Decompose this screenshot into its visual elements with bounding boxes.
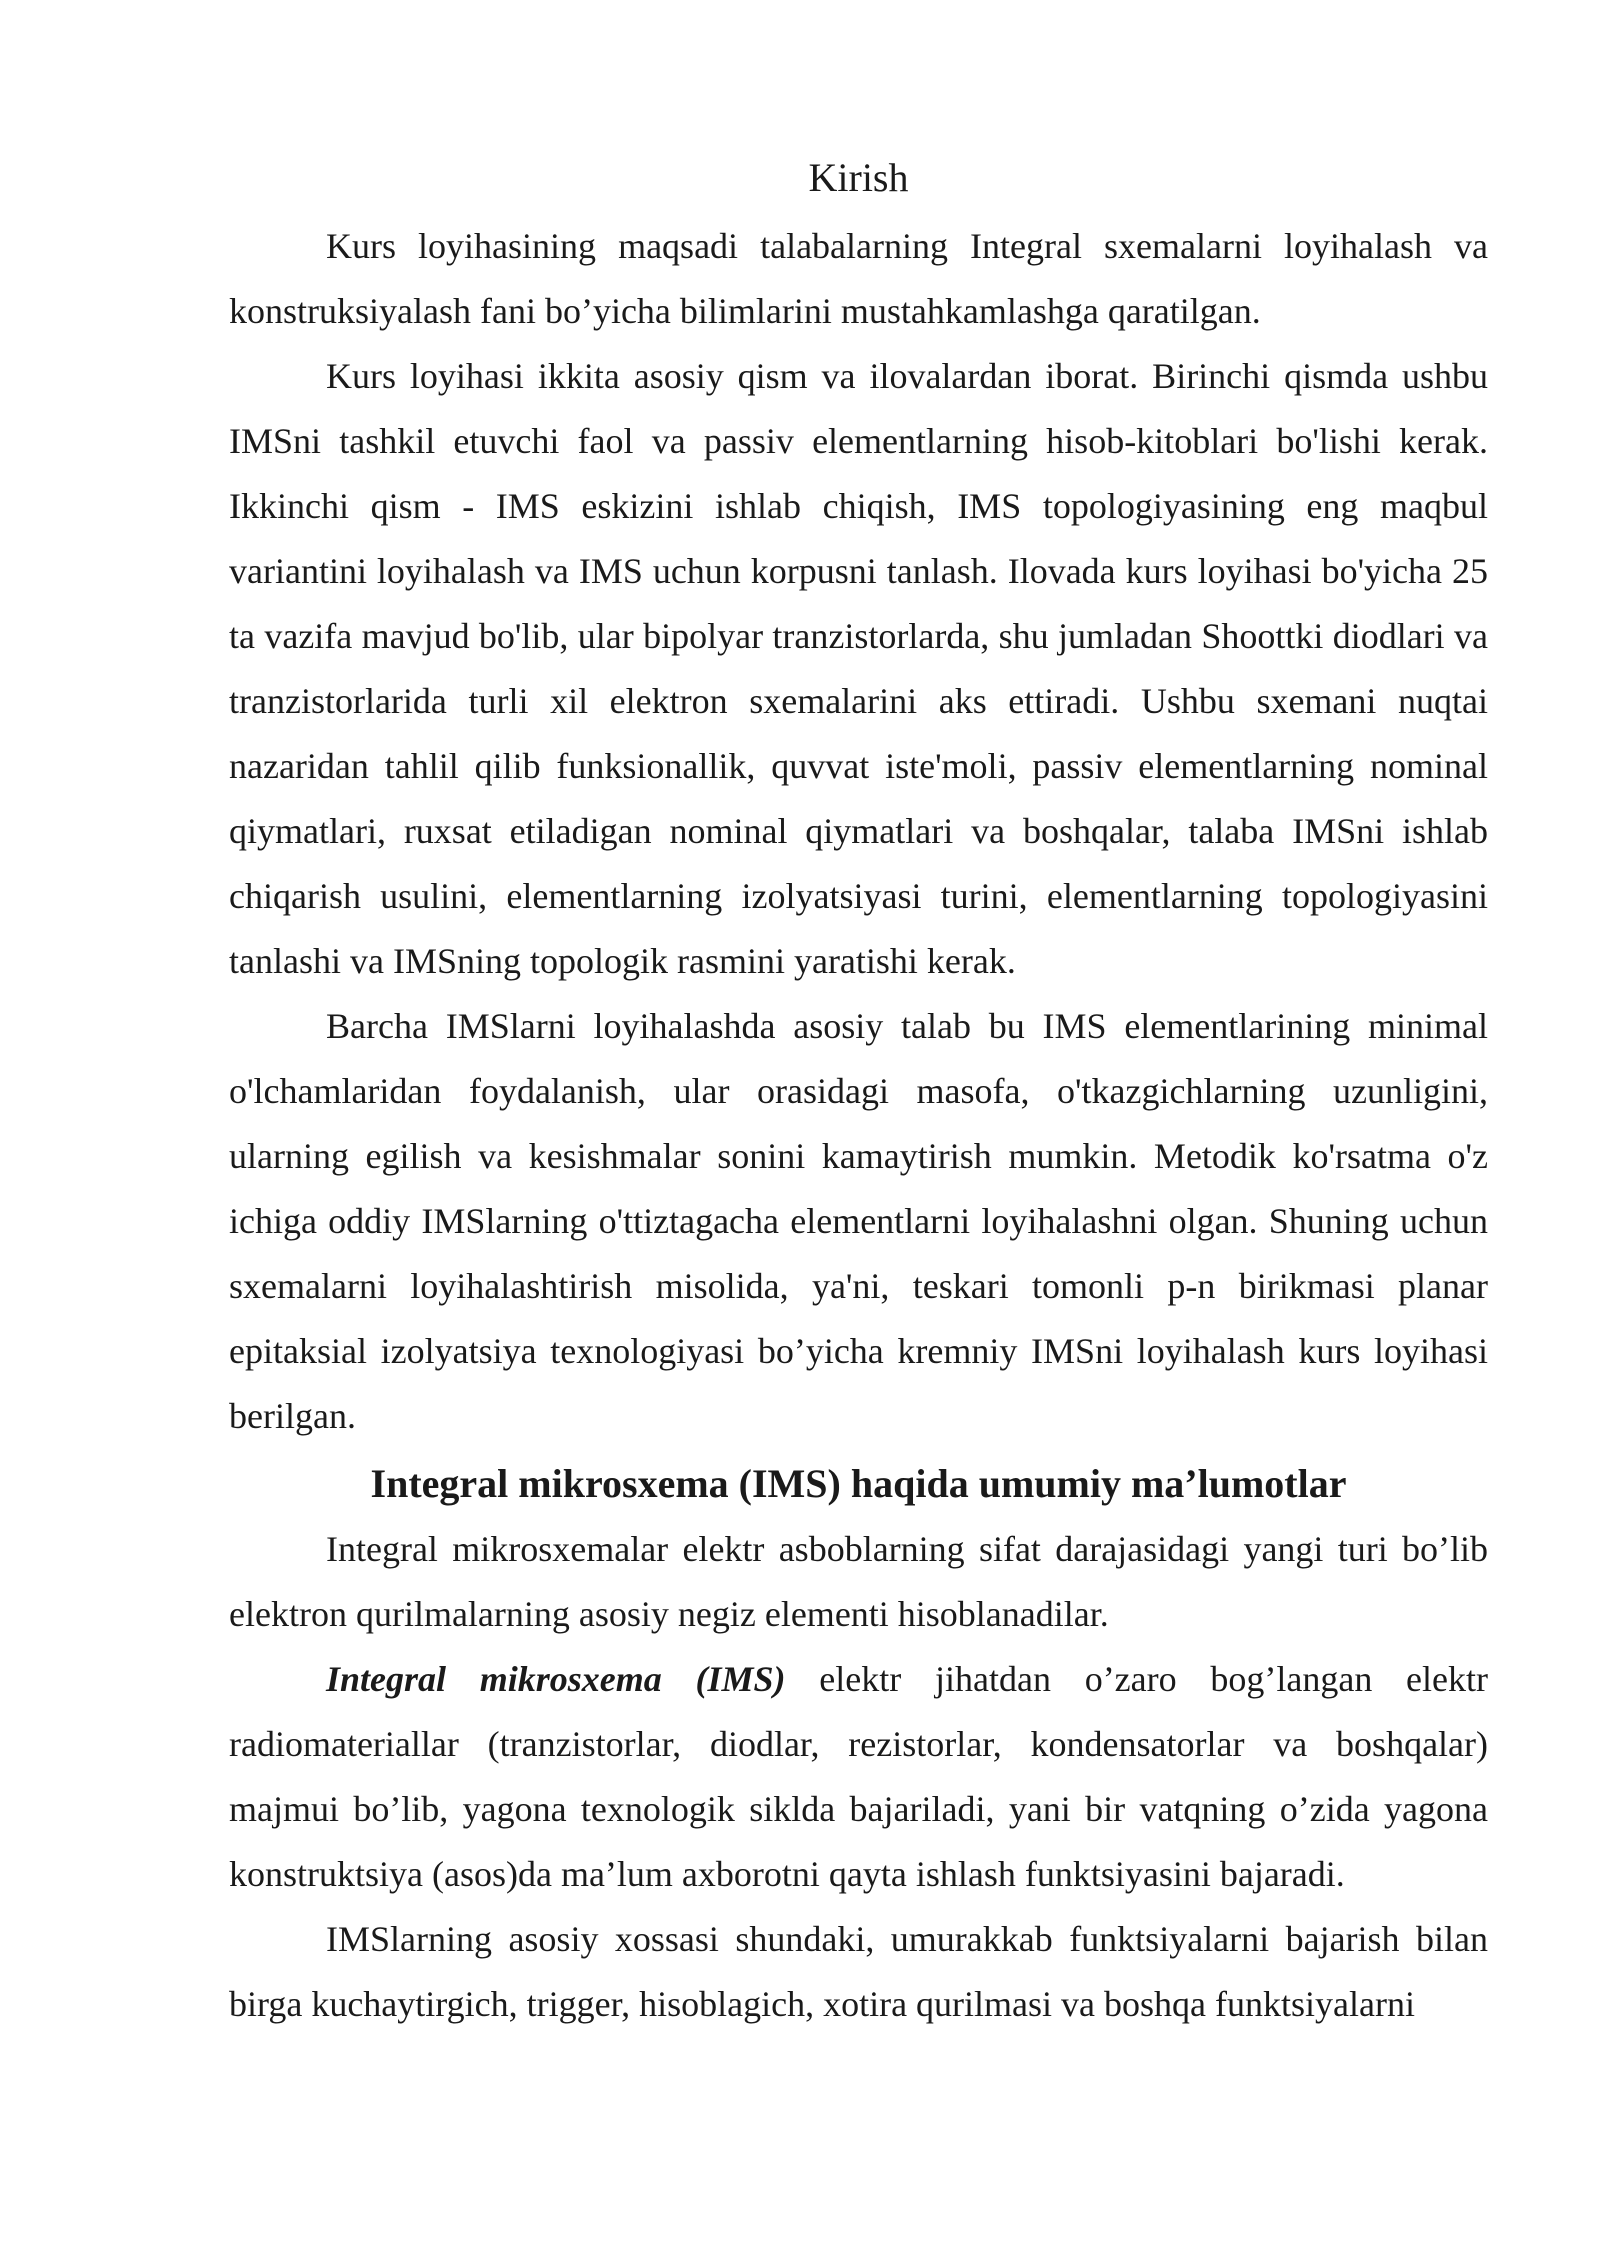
definition-paragraph bbox=[229, 1647, 1488, 1907]
document-body bbox=[229, 148, 1488, 2037]
section-heading: Integral mikrosxema (IMS) haqida umumiy ma’lumotlar bbox=[370, 1461, 1347, 1506]
definition-text: elektr jihatdan o’zaro bog’langan elektr radiomateriallar (tranzistorlar, diodlar, rezistorlar, kondensatorlar va boshqalar) majmui bo’lib, yagona texnologik siklda bajariladi, yani bir vatqning o’zida yagona konstruktsiya (asos)da ma’lum axborotni qayta ishlash funktsiyasini bajaradi. bbox=[229, 1659, 1489, 1894]
intro-paragraph-1: Kurs loyihasining maqsadi talabalarning Integral sxemalarni loyihalash va konstruksiyalash fani bo’yicha bilimlarini mustahkamlashga qaratilgan. bbox=[229, 226, 1488, 331]
intro-paragraph-2: Kurs loyihasi ikkita asosiy qism va ilovalardan iborat. Birinchi qismda ushbu IMSni tashkil etuvchi faol va passiv elementlarning hisob-kitoblari bo'lishi kerak. Ikkinchi qism - IMS eskizini ishlab chiqish, IMS topologiyasining eng maqbul variantini loyihalash va IMS uchun korpusni tanlash. Ilovada kurs loyihasi bo'yicha 25 ta vazifa mavjud bo'lib, ular bipolyar tranzistorlarda, shu jumladan Shoottki diodlari va tranzistorlarida turli xil elektron sxemalarini aks ettiradi. Ushbu sxemani nuqtai nazaridan tahlil qilib funksionallik, quvvat iste'moli, passiv elementlarning nominal qiymatlari, ruxsat etiladigan nominal qiymatlari va boshqalar, talaba IMSni ishlab chiqarish usulini, elementlarning izolyatsiyasi turini, elementlarning topologiyasini tanlashi va IMSning topologik rasmini yaratishi kerak. bbox=[229, 356, 1488, 981]
page-title: Kirish bbox=[808, 155, 909, 200]
section-paragraph-3: IMSlarning asosiy xossasi shundaki, umurakkab funktsiyalarni bajarish bilan birga kuchaytirgich, trigger, hisoblagich, xotira qurilmasi va boshqa funktsiyalarni bbox=[229, 1919, 1488, 2024]
definition-term: Integral mikrosxema (IMS) bbox=[326, 1659, 786, 1699]
section-paragraph-1: Integral mikrosxemalar elektr asboblarning sifat darajasidagi yangi turi bo’lib elektron qurilmalarning asosiy negiz elementi hisoblanadilar. bbox=[229, 1529, 1488, 1634]
intro-paragraph-3: Barcha IMSlarni loyihalashda asosiy talab bu IMS elementlarining minimal o'lchamlaridan foydalanish, ular orasidagi masofa, o'tkazgichlarning uzunligini, ularning egilish va kesishmalar sonini kamaytirish mumkin. Metodik ko'rsatma o'z ichiga oddiy IMSlarning o'ttiztagacha elementlarni loyihalashni olgan. Shuning uchun sxemalarni loyihalashtirish misolida, ya'ni, teskari tomonli p-n birikmasi planar epitaksial izolyatsiya texnologiyasi bo’yicha kremniy IMSni loyihalash kurs loyihasi berilgan. bbox=[229, 1006, 1488, 1436]
